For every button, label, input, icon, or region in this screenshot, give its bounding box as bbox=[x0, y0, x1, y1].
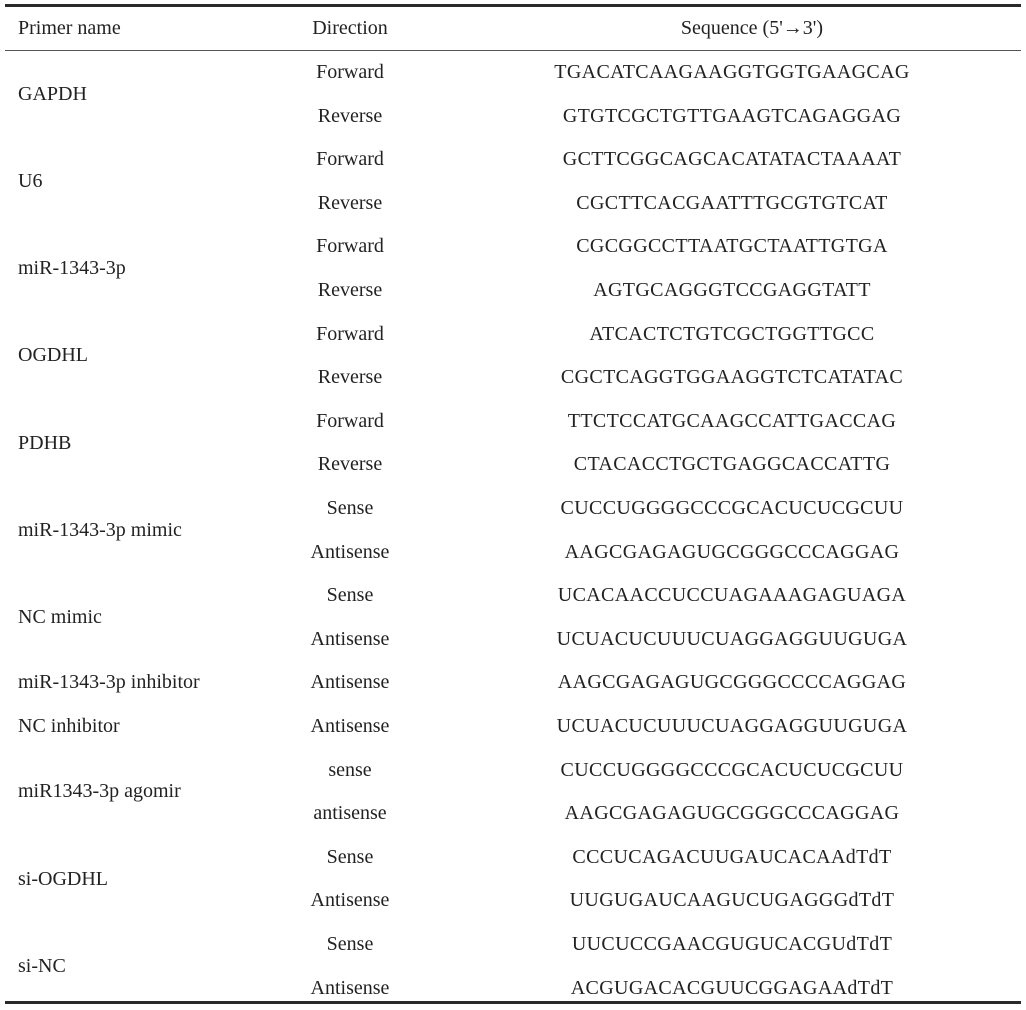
table-row bbox=[5, 531, 1021, 575]
table-row bbox=[5, 225, 1021, 269]
header-sequence: Sequence (5'→3') bbox=[680, 17, 824, 39]
sequence-cell: AAGCGAGAGUGCGGGCCCCAGGAG bbox=[557, 671, 907, 694]
sequence-cell: AGTGCAGGGTCCGAGGTATT bbox=[593, 279, 871, 301]
sequence-cell: TTCTCCATGCAAGCCATTGACCAG bbox=[567, 409, 897, 432]
sequence-cell: GCTTCGGCAGCACATATACTAAAAT bbox=[562, 148, 902, 171]
sequence-cell: GTGTCGCTGTTGAAGTCAGAGGAG bbox=[562, 104, 902, 127]
table-row bbox=[5, 618, 1021, 662]
sequence-cell: UUGUGAUCAAGUCUGAGGGdTdT bbox=[569, 889, 895, 912]
direction-cell: Sense bbox=[326, 933, 374, 955]
table-row bbox=[5, 51, 1021, 95]
direction-cell: Reverse bbox=[317, 366, 383, 389]
primer-name-cell: NC inhibitor bbox=[18, 715, 120, 737]
table-row bbox=[5, 182, 1021, 226]
sequence-cell: CUCCUGGGGCCCGCACUCUCGCUU bbox=[560, 497, 904, 519]
primer-name-cell: NC mimic bbox=[18, 606, 102, 628]
table-row bbox=[5, 923, 1021, 967]
direction-cell: Antisense bbox=[310, 627, 390, 650]
sequence-cell: AAGCGAGAGUGCGGGCCCAGGAG bbox=[564, 802, 900, 825]
table-row bbox=[5, 95, 1021, 139]
direction-cell: Forward bbox=[316, 235, 384, 258]
table-row bbox=[5, 269, 1021, 313]
direction-cell: Reverse bbox=[317, 279, 383, 301]
table-row bbox=[5, 574, 1021, 618]
table-row bbox=[5, 836, 1021, 880]
direction-cell: Reverse bbox=[317, 104, 383, 127]
primer-name-cell: miR1343-3p agomir bbox=[18, 780, 181, 803]
sequence-cell: ACGUGACACGUUCGGAGAAdTdT bbox=[570, 976, 894, 999]
table-body bbox=[5, 51, 1021, 1001]
sequence-cell: CUCCUGGGGCCCGCACUCUCGCUU bbox=[560, 758, 904, 781]
direction-cell: Reverse bbox=[317, 191, 383, 214]
direction-cell: Forward bbox=[316, 322, 384, 345]
sequence-cell: CTACACCTGCTGAGGCACCATTG bbox=[573, 453, 891, 476]
primer-table bbox=[5, 4, 1021, 1004]
primer-name-cell: si-OGDHL bbox=[18, 867, 108, 890]
table-row bbox=[5, 879, 1021, 923]
primer-name-cell: si-NC bbox=[18, 954, 66, 977]
primer-name-cell: PDHB bbox=[18, 431, 72, 454]
direction-cell: Antisense bbox=[310, 889, 390, 912]
table-row bbox=[5, 792, 1021, 836]
direction-cell: Sense bbox=[326, 584, 374, 607]
direction-cell: Forward bbox=[316, 409, 384, 432]
header-primer-name: Primer name bbox=[18, 17, 121, 39]
direction-cell: Antisense bbox=[310, 540, 390, 563]
primer-name-cell: OGDHL bbox=[18, 344, 88, 367]
sequence-cell: UCUACUCUUUCUAGGAGGUUGUGA bbox=[556, 627, 908, 650]
sequence-cell: AAGCGAGAGUGCGGGCCCAGGAG bbox=[564, 540, 900, 563]
direction-cell: Sense bbox=[326, 497, 374, 519]
direction-cell: Forward bbox=[316, 61, 384, 83]
table-bottom-rule bbox=[5, 1001, 1021, 1004]
table-row bbox=[5, 749, 1021, 793]
sequence-cell: CGCTTCACGAATTTGCGTGTCAT bbox=[576, 191, 888, 214]
sequence-cell: ATCACTCTGTCGCTGGTTGCC bbox=[589, 322, 875, 345]
table-row bbox=[5, 138, 1021, 182]
sequence-cell: CGCGGCCTTAATGCTAATTGTGA bbox=[576, 235, 888, 258]
table-row bbox=[5, 661, 1021, 705]
primer-name-cell: GAPDH bbox=[18, 82, 87, 105]
direction-cell: Forward bbox=[316, 148, 384, 171]
direction-cell: antisense bbox=[313, 802, 387, 825]
sequence-cell: UCACAACCUCCUAGAAAGAGUAGA bbox=[557, 584, 907, 607]
primer-name-cell: U6 bbox=[18, 170, 43, 192]
sequence-cell: CGCTCAGGTGGAAGGTCTCATATAC bbox=[560, 366, 904, 389]
table-row bbox=[5, 400, 1021, 444]
direction-cell: Reverse bbox=[317, 453, 383, 476]
table-row bbox=[5, 487, 1021, 531]
direction-cell: sense bbox=[328, 758, 372, 781]
sequence-cell: UCUACUCUUUCUAGGAGGUUGUGA bbox=[556, 715, 908, 737]
primer-name-cell: miR-1343-3p inhibitor bbox=[18, 671, 200, 694]
table-row bbox=[5, 356, 1021, 400]
primer-name-cell: miR-1343-3p bbox=[18, 257, 126, 280]
table-row bbox=[5, 705, 1021, 749]
direction-cell: Sense bbox=[326, 845, 374, 868]
table-header bbox=[5, 7, 1021, 50]
direction-cell: Antisense bbox=[310, 715, 390, 737]
header-direction: Direction bbox=[312, 17, 388, 39]
direction-cell: Antisense bbox=[310, 671, 390, 694]
table-row bbox=[5, 443, 1021, 487]
primer-name-cell: miR-1343-3p mimic bbox=[18, 518, 182, 541]
direction-cell: Antisense bbox=[310, 976, 390, 999]
sequence-cell: CCCUCAGACUUGAUCACAAdTdT bbox=[572, 845, 892, 868]
sequence-cell: TGACATCAAGAAGGTGGTGAAGCAG bbox=[554, 61, 910, 83]
table-row bbox=[5, 313, 1021, 357]
sequence-cell: UUCUCCGAACGUGUCACGUdTdT bbox=[571, 933, 893, 955]
